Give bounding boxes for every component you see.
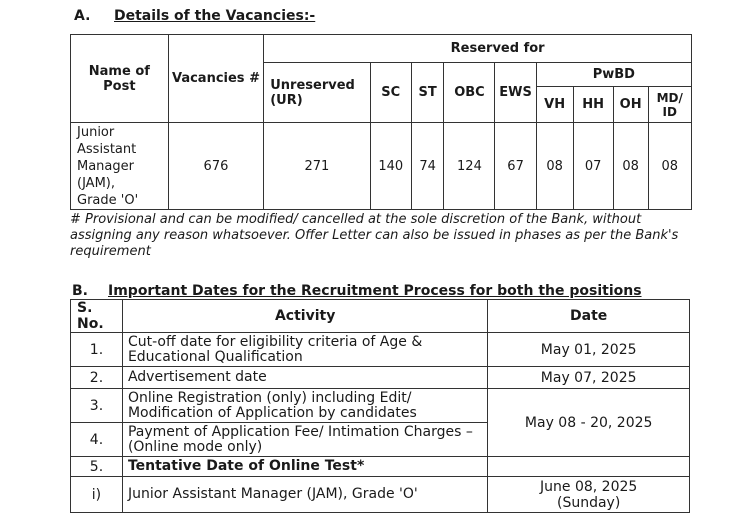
vacancy-footnote: # Provisional and can be modified/ cancelled at the sole discretion of the Bank, without assigning any reason whatsoever. Offer Letter can also be issued in phases as per the Bank's requirement bbox=[70, 212, 679, 259]
row-3-sno: 3. bbox=[71, 389, 123, 423]
section-b-title: Important Dates for the Recruitment Process for both the positions bbox=[108, 283, 642, 299]
dates-table bbox=[70, 299, 690, 513]
header-oh: OH bbox=[613, 87, 648, 123]
section-a-title: Details of the Vacancies:- bbox=[114, 8, 316, 24]
table-row bbox=[71, 123, 692, 210]
row-i-sno: i) bbox=[71, 477, 123, 513]
cell-ews: 67 bbox=[495, 123, 536, 210]
table-row bbox=[71, 457, 690, 477]
cell-obc: 124 bbox=[444, 123, 495, 210]
header-unreserved: Unreserved (UR) bbox=[264, 63, 370, 123]
section-a-letter: A. bbox=[74, 8, 91, 24]
table-row bbox=[71, 333, 690, 367]
cell-post-name: Junior Assistant Manager (JAM), Grade 'O' bbox=[71, 123, 169, 210]
header-obc: OBC bbox=[444, 63, 495, 123]
header-st: ST bbox=[411, 63, 444, 123]
row-5-activity: Tentative Date of Online Test* bbox=[122, 457, 487, 477]
header-reserved-for: Reserved for bbox=[264, 35, 692, 63]
header-date: Date bbox=[488, 300, 690, 333]
row-1-sno: 1. bbox=[71, 333, 123, 367]
cell-vh: 08 bbox=[536, 123, 573, 210]
row-2-activity: Advertisement date bbox=[122, 367, 487, 389]
header-name-of-post: Name of Post bbox=[71, 35, 169, 123]
row-5-sno: 5. bbox=[71, 457, 123, 477]
row-4-sno: 4. bbox=[71, 423, 123, 457]
header-vh: VH bbox=[536, 87, 573, 123]
row-i-date: June 08, 2025 (Sunday) bbox=[488, 477, 690, 513]
cell-st: 74 bbox=[411, 123, 444, 210]
cell-hh: 07 bbox=[573, 123, 613, 210]
header-activity: Activity bbox=[122, 300, 487, 333]
table-row bbox=[71, 389, 690, 423]
header-vacancies: Vacancies # bbox=[168, 35, 264, 123]
row-3-activity: Online Registration (only) including Edit/ Modification of Application by candidates bbox=[122, 389, 487, 423]
row-i-activity: Junior Assistant Manager (JAM), Grade 'O' bbox=[122, 477, 487, 513]
header-pwbd: PwBD bbox=[536, 63, 691, 87]
cell-oh: 08 bbox=[613, 123, 648, 210]
row-4-activity: Payment of Application Fee/ Intimation Charges – (Online mode only) bbox=[122, 423, 487, 457]
row-1-date: May 01, 2025 bbox=[488, 333, 690, 367]
cell-vacancies: 676 bbox=[168, 123, 264, 210]
table-row bbox=[71, 477, 690, 513]
vacancies-table bbox=[70, 34, 692, 210]
table-row bbox=[71, 367, 690, 389]
row-2-date: May 07, 2025 bbox=[488, 367, 690, 389]
row-2-sno: 2. bbox=[71, 367, 123, 389]
header-ews: EWS bbox=[495, 63, 536, 123]
header-md-id: MD/ ID bbox=[648, 87, 692, 123]
section-b-letter: B. bbox=[72, 283, 88, 299]
row-1-activity: Cut-off date for eligibility criteria of Age & Educational Qualification bbox=[122, 333, 487, 367]
cell-ur: 271 bbox=[264, 123, 370, 210]
header-hh: HH bbox=[573, 87, 613, 123]
header-sc: SC bbox=[370, 63, 411, 123]
cell-sc: 140 bbox=[370, 123, 411, 210]
header-sno: S. No. bbox=[71, 300, 123, 333]
row-3-4-date: May 08 - 20, 2025 bbox=[488, 389, 690, 457]
cell-md-id: 08 bbox=[648, 123, 692, 210]
row-5-date bbox=[488, 457, 690, 477]
